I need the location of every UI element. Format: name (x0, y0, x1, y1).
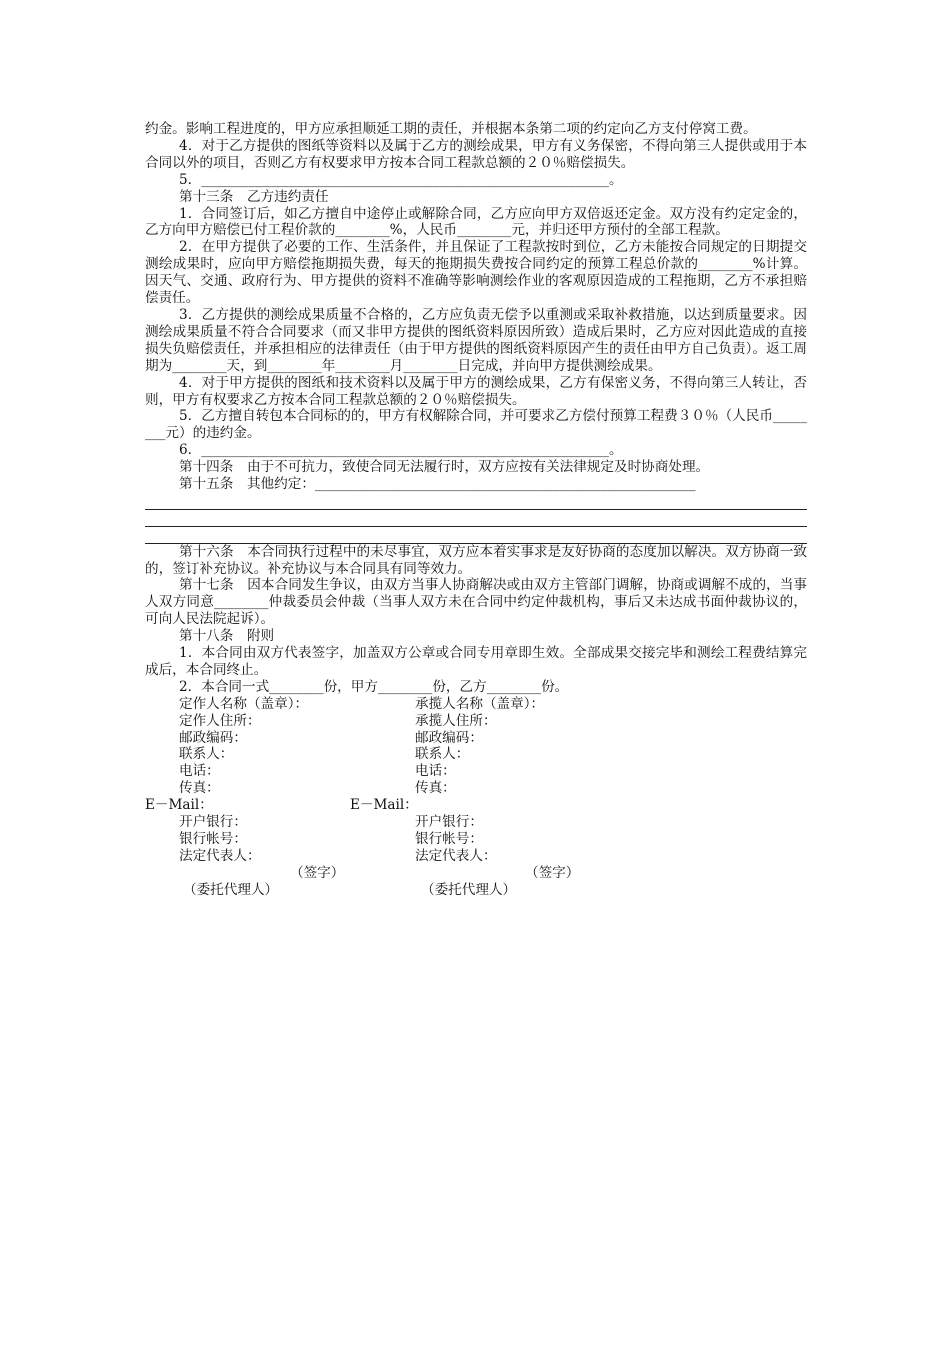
field-row (145, 780, 807, 797)
paragraph: 第十七条 因本合同发生争议，由双方当事人协商解决或由双方主管部门调解，协商或调解不成的，当事人双方同意________仲裁委员会仲裁（当事人双方未在合同中约定仲裁机构，事后又未达成书面仲裁协议的，可向人民法院起诉）。 (145, 577, 807, 628)
field-label-left: 法定代表人： (179, 847, 261, 864)
field-label-right: 开户银行： (415, 814, 483, 830)
document-body (145, 121, 807, 898)
blank-line (145, 510, 807, 527)
paragraph: 第十四条 由于不可抗力，致使合同无法履行时，双方应按有关法律规定及时协商处理。 (179, 459, 710, 476)
paragraph: 第十三条 乙方违约责任 (179, 188, 329, 205)
field-label-left: 传真： (179, 780, 220, 797)
field-label-left: 银行帐号： (179, 830, 247, 847)
field-row (145, 814, 807, 831)
field-label-right: 联系人： (415, 746, 470, 763)
paragraph: 2．本合同一式________份，甲方________份，乙方________份。 (179, 678, 569, 695)
field-label-right: 承揽人名称（盖章）： (415, 695, 545, 712)
field-row (145, 713, 807, 730)
field-label-left: 邮政编码： (179, 729, 247, 746)
bank-fields (145, 814, 807, 865)
field-label-right: 银行帐号： (415, 830, 483, 847)
field-row (145, 746, 807, 763)
paragraph: 约金。影响工程进度的，甲方应承担顺延工期的责任，并根据本条第二项的约定向乙方支付停窝工费。 (145, 121, 757, 137)
paragraph: 6．____________________________________________________________。 (179, 442, 623, 459)
field-row (145, 763, 807, 780)
blank-line (145, 527, 807, 544)
field-label-left: 联系人： (179, 746, 234, 763)
signature-label-left: （签字） (290, 864, 345, 881)
field-row (145, 696, 807, 713)
field-label-right: 电话： (415, 763, 456, 780)
paragraph: 4．对于乙方提供的图纸等资料以及属于乙方的测绘成果，甲方有义务保密，不得向第三人提供或用于本合同以外的项目，否则乙方有权要求甲方按本合同工程款总额的２０％赔偿损失。 (145, 137, 807, 171)
paragraph: 3．乙方提供的测绘成果质量不合格的，乙方应负责无偿予以重测或采取补救措施，以达到质量要求。因测绘成果质量不符合合同要求（而又非甲方提供的图纸资料原因所致）造成后果时，乙方应对因此造成的直接损失负赔偿责任，并承担相应的法律责任（由于甲方提供的图纸资料原因产生的责任由甲方自己负责）。返工周期为________天，到________年________月________日完成，并向甲方提供测绘成果。 (145, 306, 807, 374)
paragraph-group-bottom (145, 544, 807, 696)
paragraph: 5．____________________________________________________________。 (179, 171, 623, 188)
paragraph: 5．乙方擅自转包本合同标的的，甲方有权解除合同，并可要求乙方偿付预算工程费３０％（人民币________元）的违约金。 (145, 408, 807, 442)
field-label-right: 传真： (415, 780, 456, 797)
paragraph: 第十六条 本合同执行过程中的未尽事宜，双方应本着实事求是友好协商的态度加以解决。双方协商一致的，签订补充协议。补充协议与本合同具有同等效力。 (145, 543, 807, 577)
email-row (145, 797, 807, 814)
field-label-right: 法定代表人： (415, 847, 497, 864)
paragraph: 第十五条 其他约定：________________________________________________________ (179, 476, 696, 493)
field-row (145, 730, 807, 747)
field-label-right: 承揽人住所： (415, 712, 497, 729)
field-label-left: 电话： (179, 763, 220, 780)
blank-line (145, 493, 807, 510)
field-label-right: 邮政编码： (415, 729, 483, 746)
signature-row (145, 865, 807, 882)
party-fields (145, 696, 807, 797)
signature-label-right: （签字） (525, 864, 580, 881)
field-row (145, 831, 807, 848)
field-label-left: 定作人名称（盖章）： (179, 695, 309, 712)
field-label-left: 定作人住所： (179, 712, 261, 729)
paragraph: 4．对于甲方提供的图纸和技术资料以及属于甲方的测绘成果，乙方有保密义务，不得向第三人转让，否则，甲方有权要求乙方按本合同工程款总额的２０％赔偿损失。 (145, 374, 807, 408)
field-row (145, 848, 807, 865)
paragraph: 1．合同签订后，如乙方擅自中途停止或解除合同，乙方应向甲方双倍返还定金。双方没有约定定金的，乙方向甲方赔偿已付工程价款的________%，人民币________元，并归还甲方预付的全部工程款。 (145, 205, 807, 239)
proxy-label-right: （委托代理人） (421, 881, 517, 898)
paragraph: 第十八条 附则 (179, 628, 275, 645)
paragraph-group-top (145, 121, 807, 493)
paragraph: 1．本合同由双方代表签字，加盖双方公章或合同专用章即生效。全部成果交接完毕和测绘工程费结算完成后，本合同终止。 (145, 645, 807, 678)
email-label-right: E－Mail： (350, 797, 418, 814)
proxy-label-left: （委托代理人） (183, 881, 279, 898)
paragraph: 2．在甲方提供了必要的工作、生活条件，并且保证了工程款按时到位，乙方未能按合同规定的日期提交测绘成果时，应向甲方赔偿拖期损失费，每天的拖期损失费按合同约定的预算工程总价款的________%计算。因天气、交通、政府行为、甲方提供的资料不准确等影响测绘作业的客观原因造成的工程拖期，乙方不承担赔偿责任。 (145, 239, 807, 307)
email-label-left: E－Mail： (145, 797, 213, 814)
proxy-row (145, 882, 807, 899)
field-label-left: 开户银行： (179, 814, 247, 830)
